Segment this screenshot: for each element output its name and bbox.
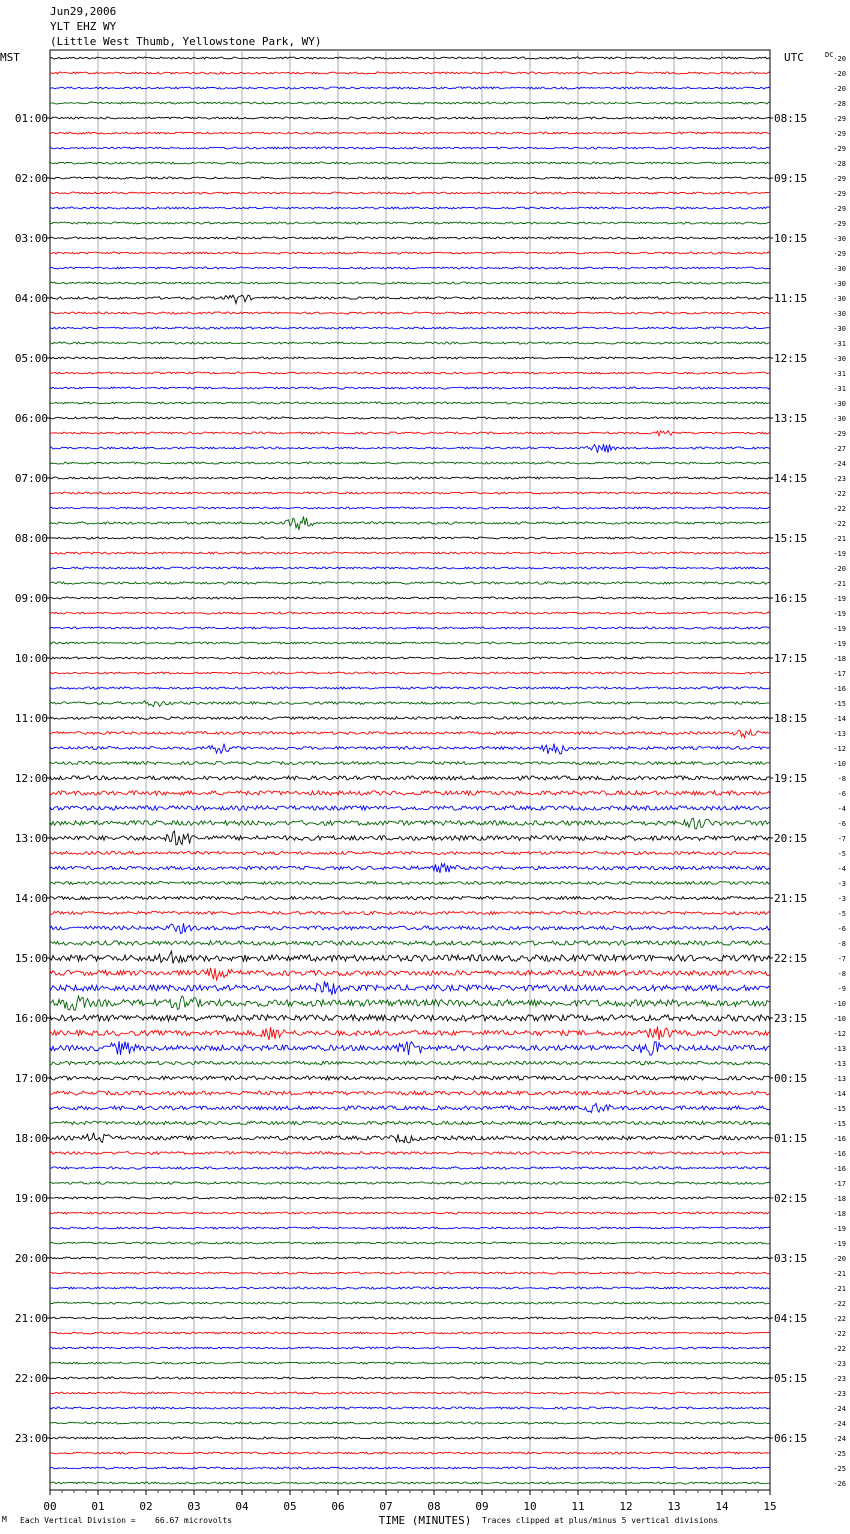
trace-line (50, 252, 770, 254)
dc-offset-label: -20 (833, 85, 846, 93)
dc-offset-label: -29 (833, 130, 846, 138)
dc-offset-label: -30 (833, 415, 846, 423)
trace-line (50, 1437, 770, 1439)
trace-line (50, 387, 770, 389)
trace-line (50, 1212, 770, 1214)
trace-line (50, 776, 770, 780)
mst-hour-label: 19:00 (14, 1192, 48, 1205)
trace-line (50, 672, 770, 674)
trace-line (50, 1121, 770, 1125)
dc-offset-label: -8 (837, 775, 846, 783)
trace-line (50, 941, 770, 945)
trace-line (50, 1103, 770, 1112)
dc-offset-label: -22 (833, 520, 846, 528)
dc-offset-label: -24 (833, 1420, 846, 1428)
trace-line (50, 237, 770, 239)
utc-hour-label: 01:15 (774, 1132, 808, 1145)
dc-offset-label: -16 (833, 1150, 846, 1158)
dc-offset-label: -22 (833, 1330, 846, 1338)
dc-offset-label: -19 (833, 640, 846, 648)
utc-hour-label: 09:15 (774, 172, 808, 185)
plot-frame (50, 50, 770, 1490)
trace-line (50, 207, 770, 209)
dc-offset-label: -29 (833, 205, 846, 213)
utc-hour-label: 03:15 (774, 1252, 808, 1265)
x-tick-label: 00 (43, 1500, 57, 1513)
trace-line (50, 612, 770, 614)
dc-offset-label: -29 (833, 115, 846, 123)
dc-offset-label: -22 (833, 505, 846, 513)
dc-offset-label: -19 (833, 550, 846, 558)
trace-line (50, 627, 770, 629)
trace-line (50, 282, 770, 284)
x-tick-label: 05 (283, 1500, 297, 1513)
dc-offset-label: -29 (833, 175, 846, 183)
utc-label: UTC (784, 51, 804, 64)
dc-offset-label: -20 (833, 565, 846, 573)
dc-offset-label: -12 (833, 1030, 846, 1038)
x-tick-label: 06 (331, 1500, 345, 1513)
dc-offset-label: -15 (833, 1120, 846, 1128)
dc-offset-label: -25 (833, 1450, 846, 1458)
trace-line (50, 717, 770, 720)
trace-line (50, 342, 770, 344)
trace-line (50, 537, 770, 539)
dc-offset-label: -10 (833, 760, 846, 768)
x-tick-label: 14 (715, 1500, 729, 1513)
trace-line (50, 968, 770, 980)
trace-line (50, 1407, 770, 1409)
x-tick-label: 01 (91, 1500, 105, 1513)
dc-offset-label: -23 (833, 1360, 846, 1368)
dc-offset-label: -13 (833, 1075, 846, 1083)
trace-line (50, 951, 770, 963)
dc-offset-label: -13 (833, 1045, 846, 1053)
dc-offset-label: -29 (833, 430, 846, 438)
station-label: YLT EHZ WY (50, 20, 117, 33)
dc-offset-label: -28 (833, 160, 846, 168)
mst-hour-label: 14:00 (14, 892, 48, 905)
trace-line (50, 687, 770, 689)
trace-line (50, 1287, 770, 1289)
dc-offset-label: -18 (833, 1210, 846, 1218)
utc-hour-label: 11:15 (774, 292, 808, 305)
dc-offset-label: -22 (833, 490, 846, 498)
x-tick-label: 15 (763, 1500, 777, 1513)
dc-label: DC (825, 51, 834, 59)
trace-line (50, 72, 770, 74)
dc-offset-label: -18 (833, 655, 846, 663)
dc-offset-label: -19 (833, 1225, 846, 1233)
mst-hour-label: 08:00 (14, 532, 48, 545)
dc-offset-label: -31 (833, 370, 846, 378)
dc-offset-label: -30 (833, 400, 846, 408)
utc-hour-label: 17:15 (774, 652, 808, 665)
dc-offset-label: -29 (833, 190, 846, 198)
x-tick-label: 03 (187, 1500, 201, 1513)
trace-line (50, 552, 770, 554)
mst-hour-label: 11:00 (14, 712, 48, 725)
trace-line (50, 517, 770, 531)
mst-hour-label: 01:00 (14, 112, 48, 125)
mst-hour-label: 23:00 (14, 1432, 48, 1445)
trace-line (50, 806, 770, 810)
trace-line (50, 312, 770, 314)
trace-line (50, 1027, 770, 1040)
trace-line (50, 372, 770, 374)
dc-offset-label: -30 (833, 295, 846, 303)
trace-line (50, 1182, 770, 1184)
logo-mark: M (2, 1515, 7, 1524)
dc-offset-label: -29 (833, 145, 846, 153)
dc-offset-label: -12 (833, 745, 846, 753)
trace-line (50, 851, 770, 854)
trace-line (50, 701, 770, 707)
dc-offset-label: -5 (837, 910, 846, 918)
trace-line (50, 132, 770, 134)
dc-offset-label: -6 (837, 820, 846, 828)
dc-offset-label: -23 (833, 1375, 846, 1383)
dc-offset-label: -10 (833, 1000, 846, 1008)
trace-line (50, 981, 770, 995)
dc-offset-label: -22 (833, 1300, 846, 1308)
trace-line (50, 87, 770, 89)
trace-line (50, 117, 770, 119)
dc-offset-label: -17 (833, 1180, 846, 1188)
mst-hour-label: 16:00 (14, 1012, 48, 1025)
dc-offset-label: -7 (837, 955, 846, 963)
trace-line (50, 147, 770, 149)
dc-offset-label: -23 (833, 475, 846, 483)
trace-line (50, 657, 770, 659)
dc-offset-label: -13 (833, 1060, 846, 1068)
dc-offset-label: -20 (833, 1255, 846, 1263)
trace-line (50, 1257, 770, 1259)
trace-line (50, 1152, 770, 1155)
x-axis-title: TIME (MINUTES) (378, 1514, 472, 1527)
clip-note: Traces clipped at plus/minus 5 vertical divisions (482, 1516, 719, 1525)
trace-line (50, 582, 770, 584)
trace-line (50, 1422, 770, 1424)
utc-hour-label: 14:15 (774, 472, 808, 485)
utc-hour-label: 02:15 (774, 1192, 808, 1205)
trace-line (50, 267, 770, 269)
dc-offset-label: -15 (833, 700, 846, 708)
mst-hour-label: 10:00 (14, 652, 48, 665)
dc-offset-label: -4 (837, 805, 846, 813)
trace-line (50, 327, 770, 329)
trace-line (50, 1272, 770, 1274)
scale-label: Each Vertical Division = (20, 1516, 136, 1525)
mst-hour-label: 22:00 (14, 1372, 48, 1385)
trace-line (50, 762, 770, 765)
trace-line (50, 162, 770, 164)
dc-offset-label: -21 (833, 1270, 846, 1278)
mst-label: MST (0, 51, 20, 64)
mst-hour-label: 09:00 (14, 592, 48, 605)
utc-hour-label: 20:15 (774, 832, 808, 845)
x-tick-label: 08 (427, 1500, 441, 1513)
dc-offset-label: -16 (833, 685, 846, 693)
x-tick-label: 13 (667, 1500, 681, 1513)
trace-line (50, 1076, 770, 1080)
dc-offset-label: -6 (837, 790, 846, 798)
trace-line (50, 444, 770, 453)
x-tick-label: 10 (523, 1500, 537, 1513)
dc-offset-label: -22 (833, 1315, 846, 1323)
mst-hour-label: 06:00 (14, 412, 48, 425)
trace-line (50, 1197, 770, 1199)
trace-line (50, 1482, 770, 1484)
mst-hour-label: 05:00 (14, 352, 48, 365)
dc-offset-label: -24 (833, 460, 846, 468)
dc-offset-label: -14 (833, 1090, 846, 1098)
dc-offset-label: -22 (833, 1345, 846, 1353)
dc-offset-label: -16 (833, 1135, 846, 1143)
trace-line (50, 923, 770, 933)
trace-line (50, 730, 770, 738)
trace-line (50, 1452, 770, 1454)
trace-line (50, 57, 770, 59)
dc-offset-label: -17 (833, 670, 846, 678)
utc-hour-label: 23:15 (774, 1012, 808, 1025)
trace-line (50, 477, 770, 479)
dc-offset-label: -5 (837, 850, 846, 858)
trace-line (50, 882, 770, 885)
x-tick-label: 02 (139, 1500, 153, 1513)
trace-line (50, 744, 770, 755)
trace-line (50, 1467, 770, 1469)
trace-line (50, 1302, 770, 1304)
trace-line (50, 864, 770, 873)
utc-hour-label: 04:15 (774, 1312, 808, 1325)
utc-hour-label: 16:15 (774, 592, 808, 605)
utc-hour-label: 18:15 (774, 712, 808, 725)
trace-line (50, 492, 770, 494)
trace-line (50, 818, 770, 829)
dc-offset-label: -28 (833, 100, 846, 108)
x-tick-label: 09 (475, 1500, 489, 1513)
dc-offset-label: -6 (837, 925, 846, 933)
dc-offset-label: -19 (833, 1240, 846, 1248)
dc-offset-label: -23 (833, 1390, 846, 1398)
trace-line (50, 791, 770, 795)
mst-hour-label: 20:00 (14, 1252, 48, 1265)
dc-offset-label: -26 (833, 1480, 846, 1488)
utc-hour-label: 19:15 (774, 772, 808, 785)
dc-offset-label: -30 (833, 235, 846, 243)
dc-offset-label: -10 (833, 1015, 846, 1023)
trace-line (50, 642, 770, 644)
dc-offset-label: -20 (833, 70, 846, 78)
mst-hour-label: 04:00 (14, 292, 48, 305)
trace-line (50, 1167, 770, 1169)
dc-offset-label: -15 (833, 1105, 846, 1113)
dc-offset-label: -16 (833, 1165, 846, 1173)
utc-hour-label: 05:15 (774, 1372, 808, 1385)
trace-line (50, 1133, 770, 1143)
trace-line (50, 1362, 770, 1364)
trace-line (50, 1061, 770, 1065)
trace-line (50, 1347, 770, 1349)
trace-line (50, 357, 770, 359)
trace-line (50, 192, 770, 194)
dc-offset-label: -19 (833, 610, 846, 618)
dc-offset-label: -14 (833, 715, 846, 723)
mst-hour-label: 07:00 (14, 472, 48, 485)
trace-line (50, 597, 770, 599)
utc-hour-label: 00:15 (774, 1072, 808, 1085)
trace-line (50, 507, 770, 509)
trace-line (50, 1015, 770, 1021)
trace-line (50, 1227, 770, 1229)
trace-line (50, 102, 770, 104)
location-label: (Little West Thumb, Yellowstone Park, WY) (50, 35, 322, 48)
dc-offset-label: -8 (837, 940, 846, 948)
dc-offset-label: -19 (833, 595, 846, 603)
dc-offset-label: -3 (837, 880, 846, 888)
mst-hour-label: 13:00 (14, 832, 48, 845)
trace-line (50, 911, 770, 914)
trace-line (50, 831, 770, 845)
trace-line (50, 462, 770, 464)
dc-offset-label: -8 (837, 970, 846, 978)
dc-offset-label: -18 (833, 1195, 846, 1203)
trace-line (50, 1377, 770, 1379)
trace-line (50, 1041, 770, 1055)
trace-line (50, 996, 770, 1010)
utc-hour-label: 21:15 (774, 892, 808, 905)
dc-offset-label: -30 (833, 355, 846, 363)
dc-offset-label: -24 (833, 1405, 846, 1413)
dc-offset-label: -21 (833, 1285, 846, 1293)
trace-line (50, 1091, 770, 1095)
dc-offset-label: -31 (833, 385, 846, 393)
trace-line (50, 1317, 770, 1319)
trace-line (50, 896, 770, 899)
trace-line (50, 417, 770, 419)
dc-offset-label: -21 (833, 580, 846, 588)
mst-hour-label: 12:00 (14, 772, 48, 785)
dc-offset-label: -13 (833, 730, 846, 738)
date-label: Jun29,2006 (50, 5, 117, 18)
trace-line (50, 567, 770, 569)
dc-offset-label: -27 (833, 445, 846, 453)
dc-offset-label: -19 (833, 625, 846, 633)
dc-offset-label: -7 (837, 835, 846, 843)
dc-offset-label: -21 (833, 535, 846, 543)
dc-offset-label: -4 (837, 865, 846, 873)
dc-offset-label: -20 (833, 55, 846, 63)
utc-hour-label: 06:15 (774, 1432, 808, 1445)
trace-line (50, 1332, 770, 1334)
dc-offset-label: -25 (833, 1465, 846, 1473)
x-tick-label: 07 (379, 1500, 393, 1513)
trace-line (50, 222, 770, 224)
dc-offset-label: -3 (837, 895, 846, 903)
dc-offset-label: -24 (833, 1435, 846, 1443)
utc-hour-label: 12:15 (774, 352, 808, 365)
dc-offset-label: -31 (833, 340, 846, 348)
utc-hour-label: 08:15 (774, 112, 808, 125)
dc-offset-label: -30 (833, 280, 846, 288)
x-tick-label: 04 (235, 1500, 249, 1513)
mst-hour-label: 15:00 (14, 952, 48, 965)
utc-hour-label: 10:15 (774, 232, 808, 245)
trace-line (50, 1392, 770, 1394)
trace-line (50, 431, 770, 436)
dc-offset-label: -30 (833, 310, 846, 318)
dc-offset-label: -29 (833, 250, 846, 258)
mst-hour-label: 03:00 (14, 232, 48, 245)
mst-hour-label: 02:00 (14, 172, 48, 185)
utc-hour-label: 15:15 (774, 532, 808, 545)
dc-offset-label: -29 (833, 220, 846, 228)
dc-offset-label: -9 (837, 985, 846, 993)
mst-hour-label: 17:00 (14, 1072, 48, 1085)
dc-offset-label: -30 (833, 265, 846, 273)
mst-hour-label: 21:00 (14, 1312, 48, 1325)
trace-line (50, 402, 770, 404)
trace-line (50, 295, 770, 303)
utc-hour-label: 22:15 (774, 952, 808, 965)
x-tick-label: 12 (619, 1500, 633, 1513)
scale-value: 66.67 microvolts (155, 1516, 233, 1525)
trace-line (50, 177, 770, 179)
trace-line (50, 1242, 770, 1244)
dc-offset-label: -30 (833, 325, 846, 333)
x-tick-label: 11 (571, 1500, 585, 1513)
utc-hour-label: 13:15 (774, 412, 808, 425)
mst-hour-label: 18:00 (14, 1132, 48, 1145)
